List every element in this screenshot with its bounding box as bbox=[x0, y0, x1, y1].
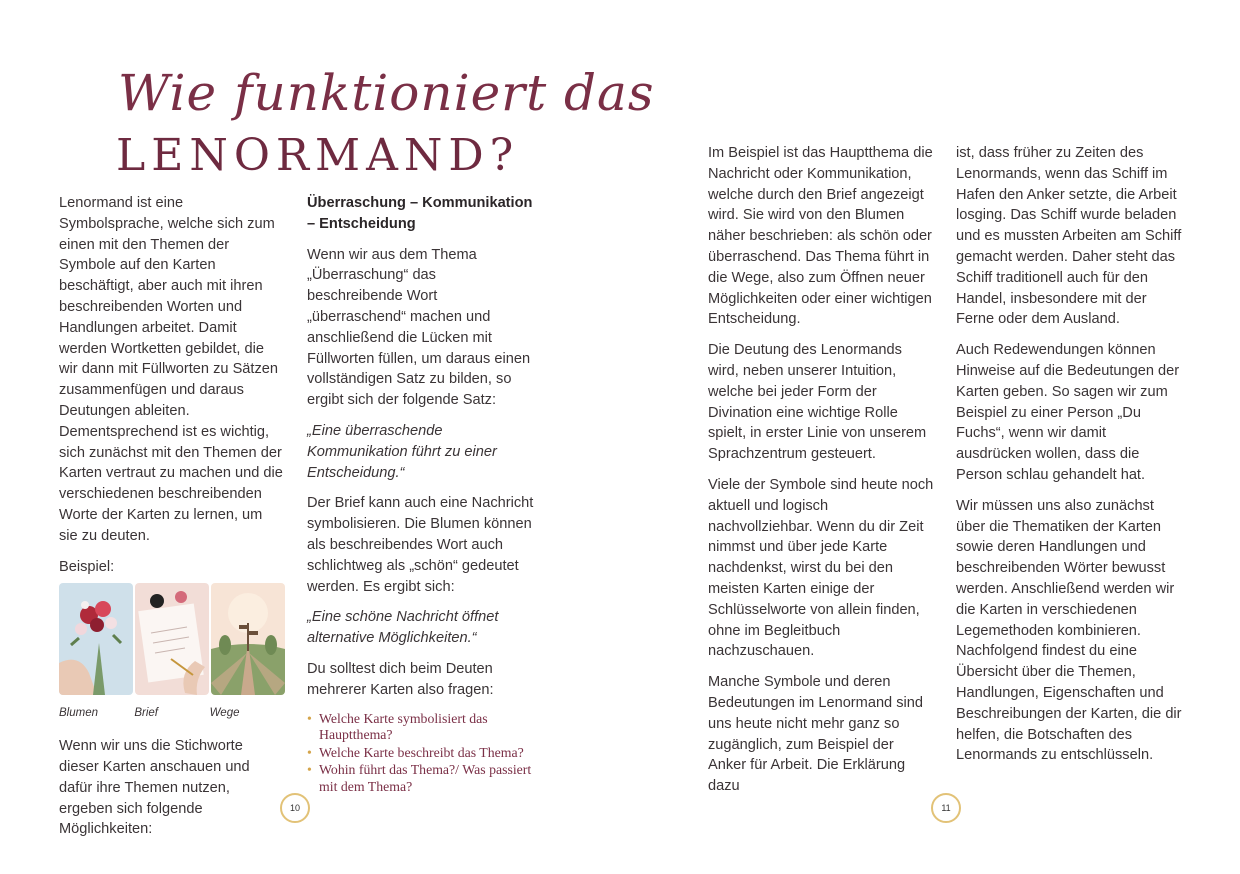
paragraph: Wir müssen uns also zunächst über die Thematiken der Karten sowie deren Handlungen und beschreibenden Wörter bewusst werden. Anschließend werden wir die Karten in verschiedenen Legemethoden kombinieren. Nachfolgend findest du eine Übersicht über die Themen, Handlungen, Eigenschaften und Beschreibungen der Karten, die dir helfen, die Botschaften des Lenormands zu entschlüsseln. bbox=[956, 497, 1182, 764]
question-item: • Welche Karte symbolisiert das Hauptthema? bbox=[307, 710, 488, 743]
left-column-2 bbox=[307, 193, 535, 797]
paragraph: Im Beispiel ist das Hauptthema die Nachricht oder Kommunikation, welche durch den Brief angezeigt wird. Sie wird von den Blumen näher beschrieben: als schön oder überraschend. Das Thema führt in die Wege, also zum Öffnen neuer Möglichkeiten oder einer wichtigen Entscheidung. bbox=[708, 145, 933, 328]
example-label: Beispiel: bbox=[59, 558, 115, 575]
right-column-1 bbox=[708, 143, 934, 807]
bullet-dot-icon: • bbox=[307, 762, 312, 778]
question-list bbox=[307, 711, 535, 796]
caption-brief: Brief bbox=[134, 707, 158, 720]
paragraph: ist, dass früher zu Zeiten des Lenormands, wenn das Schiff im Hafen den Anker setzte, die Arbeit losging. Das Schiff wurde beladen und es mussten Arbeiten am Schiff gemacht werden. Daher steht das Schiff traditionell auch für den Handel, insbesondere mit der Ferne oder dem Ausland. bbox=[956, 145, 1182, 328]
paragraph: Die Deutung des Lenormands wird, neben unserer Intuition, welche bei jeder Form der Divination eine wichtige Rolle spielt, in erster Linie von unserem Sprachzentrum gesteuert. bbox=[708, 342, 927, 463]
card-brief-image bbox=[135, 583, 209, 695]
outro-paragraph: Wenn wir uns die Stichworte dieser Karten anschauen und dafür ihre Themen nutzen, ergeben sich folgende Möglichkeiten: bbox=[59, 738, 250, 838]
paragraph: Viele der Symbole sind heute noch aktuell und logisch nachvollziehbar. Wenn du dir Zeit nimmst und über jede Karte nachdenkst, wirst du bei den meisten Karten einige der Schlüsselworte von allein finden, ohne im Begleitbuch nachzuschauen. bbox=[708, 476, 934, 660]
intro-paragraph: Lenormand ist eine Symbolsprache, welche sich zum einen mit den Themen der Symbole auf den Karten beschäftigt, aber auch mit ihren beschreibenden Worten und Handlungen arbeitet. Damit werden Wortketten gebildet, die wir dann mit Füllworten zu Sätzen zusammenfügen und daraus Deutungen ableiten. Dementsprechend ist es wichtig, sich zunächst mit den Themen der Karten vertraut zu machen und die verschiedenen beschreibenden Worte der Karten zu lernen, um sie zu deuten. bbox=[59, 195, 283, 544]
card-images bbox=[59, 583, 285, 695]
caption-blumen: Blumen bbox=[59, 707, 98, 720]
page-number-right: 11 bbox=[931, 793, 961, 823]
paragraph-3: Du solltest dich beim Deuten mehrerer Karten also fragen: bbox=[307, 660, 494, 698]
quote-1: „Eine überraschende Kommunikation führt zu einer Entscheidung.“ bbox=[307, 422, 497, 481]
title-caps: LENORMAND? bbox=[116, 130, 520, 181]
bullet-dot-icon: • bbox=[307, 710, 312, 726]
quote-2: „Eine schöne Nachricht öffnet alternative Möglichkeiten.“ bbox=[307, 609, 499, 647]
paragraph: Auch Redewendungen können Hinweise auf die Bedeutungen der Karten geben. So sagen wir zum Beispiel zu einer Person „Du Fuchs“, wenn wir damit ausdrücken wollen, dass die Person schlau gehandelt hat. bbox=[956, 342, 1180, 483]
paragraph: Manche Symbole und deren Bedeutungen im Lenormand sind uns heute nicht mehr ganz so zugänglich, zum Beispiel der Anker für Arbeit. Die Erklärung dazu bbox=[708, 674, 924, 795]
caption-wege: Wege bbox=[209, 707, 240, 720]
right-page bbox=[620, 0, 1240, 874]
card-captions bbox=[59, 703, 285, 724]
title-script: Wie funktioniert das bbox=[118, 64, 655, 122]
left-column-1 bbox=[59, 193, 285, 850]
question-item: • Welche Karte beschreibt das Thema? bbox=[307, 744, 524, 760]
right-column-2 bbox=[956, 143, 1184, 776]
bullet-dot-icon: • bbox=[307, 744, 312, 760]
question-item: • Wohin führt das Thema?/ Was passiert mit dem Thema? bbox=[307, 762, 532, 794]
paragraph-2: Der Brief kann auch eine Nachricht symbolisieren. Die Blumen können als beschreibendes Wort auch schlichtweg als „schön“ gedeutet werden. Es ergibt sich: bbox=[307, 495, 534, 595]
paragraph-1: Wenn wir aus dem Thema „Überraschung“ das beschreibende Wort „überraschend“ machen und anschließend die Lücken mit Füllworten füllen, um daraus einen vollständigen Satz zu bilden, so ergibt sich der folgende Satz: bbox=[307, 246, 531, 409]
page-number-left: 10 bbox=[280, 793, 310, 823]
card-blumen-image bbox=[59, 583, 133, 695]
section-heading: Überraschung – Kommunikation – Entscheidung bbox=[307, 195, 533, 232]
card-wege-image bbox=[211, 583, 285, 695]
